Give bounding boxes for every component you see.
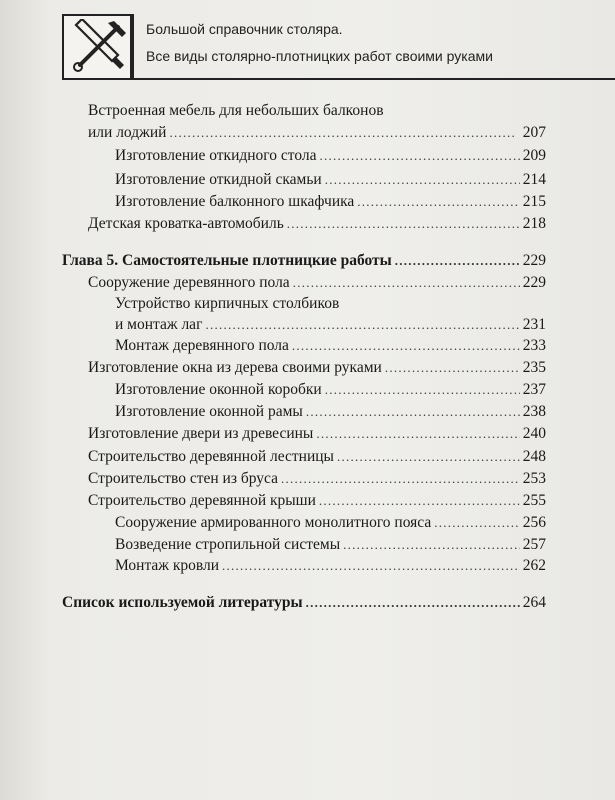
header-horizontal-rule [132, 78, 615, 80]
toc-entry: Изготовление оконной коробки . . . 237 [115, 380, 546, 400]
toc-entry: Изготовление откидной скамьи . . . 214 [115, 170, 546, 190]
toc-entry: Строительство стен из бруса . . . 253 [88, 469, 546, 489]
toc-entry: и монтаж лаг . . . 231 [115, 315, 546, 335]
toc-entry: Детская кроватка-автомобиль . . . 218 [88, 214, 546, 234]
hammer-and-saw-icon [68, 19, 126, 75]
toc-entry: Строительство деревянной крыши . . . 255 [88, 491, 546, 511]
toc-entry: Монтаж деревянного пола . . . 233 [115, 336, 546, 356]
toc-entry: Изготовление откидного стола . . . 209 [115, 146, 546, 166]
toc-entry: Сооружение деревянного пола . . . 229 [88, 273, 546, 293]
toc-entry: Изготовление двери из древесины . . . 240 [88, 424, 546, 444]
toc-chapter-entry: Глава 5. Самостоятельные плотницкие работы . . . 229 [62, 251, 546, 271]
page-header [62, 14, 615, 80]
toc-entry: Возведение стропильной системы . . . 257 [115, 535, 546, 555]
toc-entry: Изготовление оконной рамы . . . 238 [115, 402, 546, 422]
header-title-line2: Все виды столярно-плотницких работ своими руками [146, 48, 493, 64]
toc-bibliography-entry: Список используемой литературы . . . 264 [62, 593, 546, 613]
toc-entry: Монтаж кровли . . . 262 [115, 556, 546, 576]
toc-entry: Изготовление балконного шкафчика . . . 215 [115, 192, 546, 212]
toc-entry: Строительство деревянной лестницы . . . 248 [88, 447, 546, 467]
header-vertical-rule [132, 14, 134, 80]
toc-entry-label: Встроенная мебель для небольших балконов [88, 102, 384, 119]
header-logo [62, 14, 132, 80]
toc-entry: Сооружение армированного монолитного пояса . . . 256 [115, 513, 546, 533]
header-title-line1: Большой справочник столяра. [146, 21, 343, 37]
toc-entry: или лоджий . . . 207 [88, 123, 546, 143]
toc-entry-label: Устройство кирпичных столбиков [115, 295, 340, 312]
toc-entry: Изготовление окна из дерева своими руками . . . 235 [88, 358, 546, 378]
